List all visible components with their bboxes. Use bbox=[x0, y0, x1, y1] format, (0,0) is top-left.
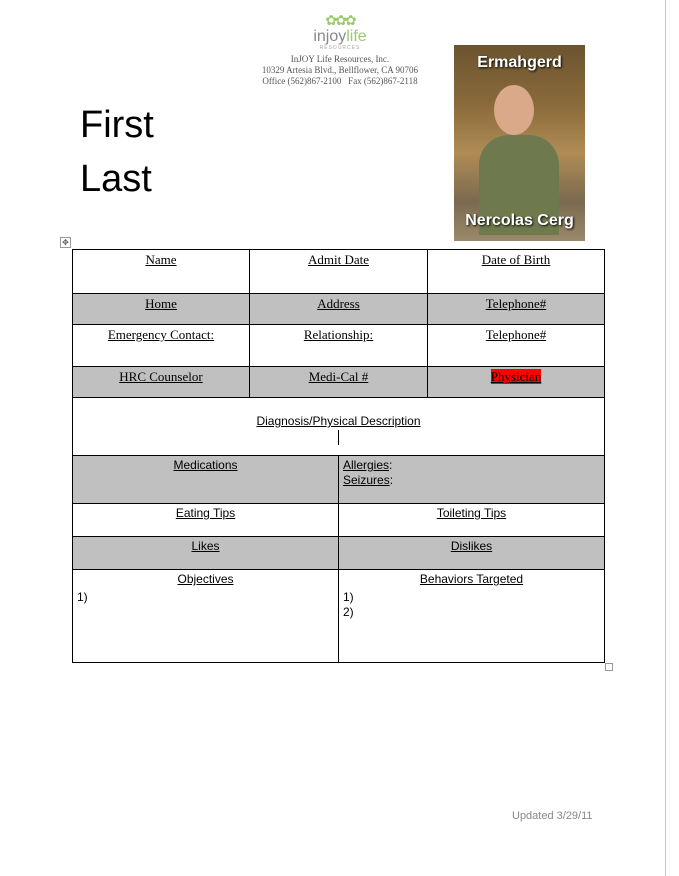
client-care-table bbox=[72, 455, 605, 663]
company-logo bbox=[240, 14, 440, 52]
phone-fax: Office (562)867-2100 Fax (562)867-2118 bbox=[262, 76, 418, 86]
objective-item: 1) bbox=[77, 590, 88, 604]
page-edge bbox=[665, 0, 666, 876]
relationship-cell[interactable]: Relationship: bbox=[250, 325, 428, 367]
table-move-handle-icon[interactable]: ✥ bbox=[60, 237, 71, 248]
behavior-item: 1) bbox=[343, 590, 354, 604]
objectives-cell[interactable]: Objectives 1) bbox=[73, 570, 339, 663]
tables-wrapper bbox=[72, 249, 605, 663]
logo-accent: life bbox=[346, 28, 367, 45]
logo-text: injoy bbox=[313, 28, 347, 45]
letterhead bbox=[240, 14, 440, 87]
first-name: First bbox=[80, 104, 154, 146]
likes-cell[interactable]: Likes bbox=[73, 537, 339, 570]
tree-icon: ✿✿✿ bbox=[325, 14, 355, 29]
updated-date: Updated 3/29/11 bbox=[512, 810, 593, 822]
allergies-seizures-cell[interactable]: Allergies: Seizures: bbox=[339, 456, 605, 504]
table-resize-handle[interactable] bbox=[605, 663, 613, 671]
company-address bbox=[240, 54, 440, 87]
emergency-contact-cell[interactable]: Emergency Contact: bbox=[73, 325, 250, 367]
home-cell[interactable]: Home bbox=[73, 294, 250, 325]
company-name: InJOY Life Resources, Inc. bbox=[290, 54, 390, 64]
photo-bottom-caption: Nercolas Cerg bbox=[465, 212, 574, 229]
client-name bbox=[80, 98, 154, 206]
client-photo bbox=[454, 45, 585, 241]
telephone-cell[interactable]: Telephone# bbox=[428, 294, 605, 325]
text-cursor bbox=[338, 430, 339, 445]
last-name: Last bbox=[80, 158, 152, 200]
behavior-item: 2) bbox=[343, 605, 354, 619]
toileting-tips-cell[interactable]: Toileting Tips bbox=[339, 504, 605, 537]
street-address: 10329 Artesia Blvd., Bellflower, CA 90706 bbox=[261, 65, 419, 75]
photo-top-caption: Ermahgerd bbox=[477, 54, 562, 71]
logo-sub: RESOURCES bbox=[319, 45, 361, 51]
admit-date-cell[interactable]: Admit Date bbox=[250, 250, 428, 294]
dislikes-cell[interactable]: Dislikes bbox=[339, 537, 605, 570]
dob-cell[interactable]: Date of Birth bbox=[428, 250, 605, 294]
medications-cell[interactable]: Medications bbox=[73, 456, 339, 504]
behaviors-targeted-cell[interactable]: Behaviors Targeted 1) 2) bbox=[339, 570, 605, 663]
medi-cal-cell[interactable]: Medi-Cal # bbox=[250, 367, 428, 398]
eating-tips-cell[interactable]: Eating Tips bbox=[73, 504, 339, 537]
name-cell[interactable]: Name bbox=[73, 250, 250, 294]
hrc-counselor-cell[interactable]: HRC Counselor bbox=[73, 367, 250, 398]
physician-cell[interactable]: Physician bbox=[428, 367, 605, 398]
emergency-telephone-cell[interactable]: Telephone# bbox=[428, 325, 605, 367]
address-cell[interactable]: Address bbox=[250, 294, 428, 325]
client-info-table bbox=[72, 249, 605, 456]
diagnosis-cell[interactable]: Diagnosis/Physical Description bbox=[73, 398, 605, 456]
